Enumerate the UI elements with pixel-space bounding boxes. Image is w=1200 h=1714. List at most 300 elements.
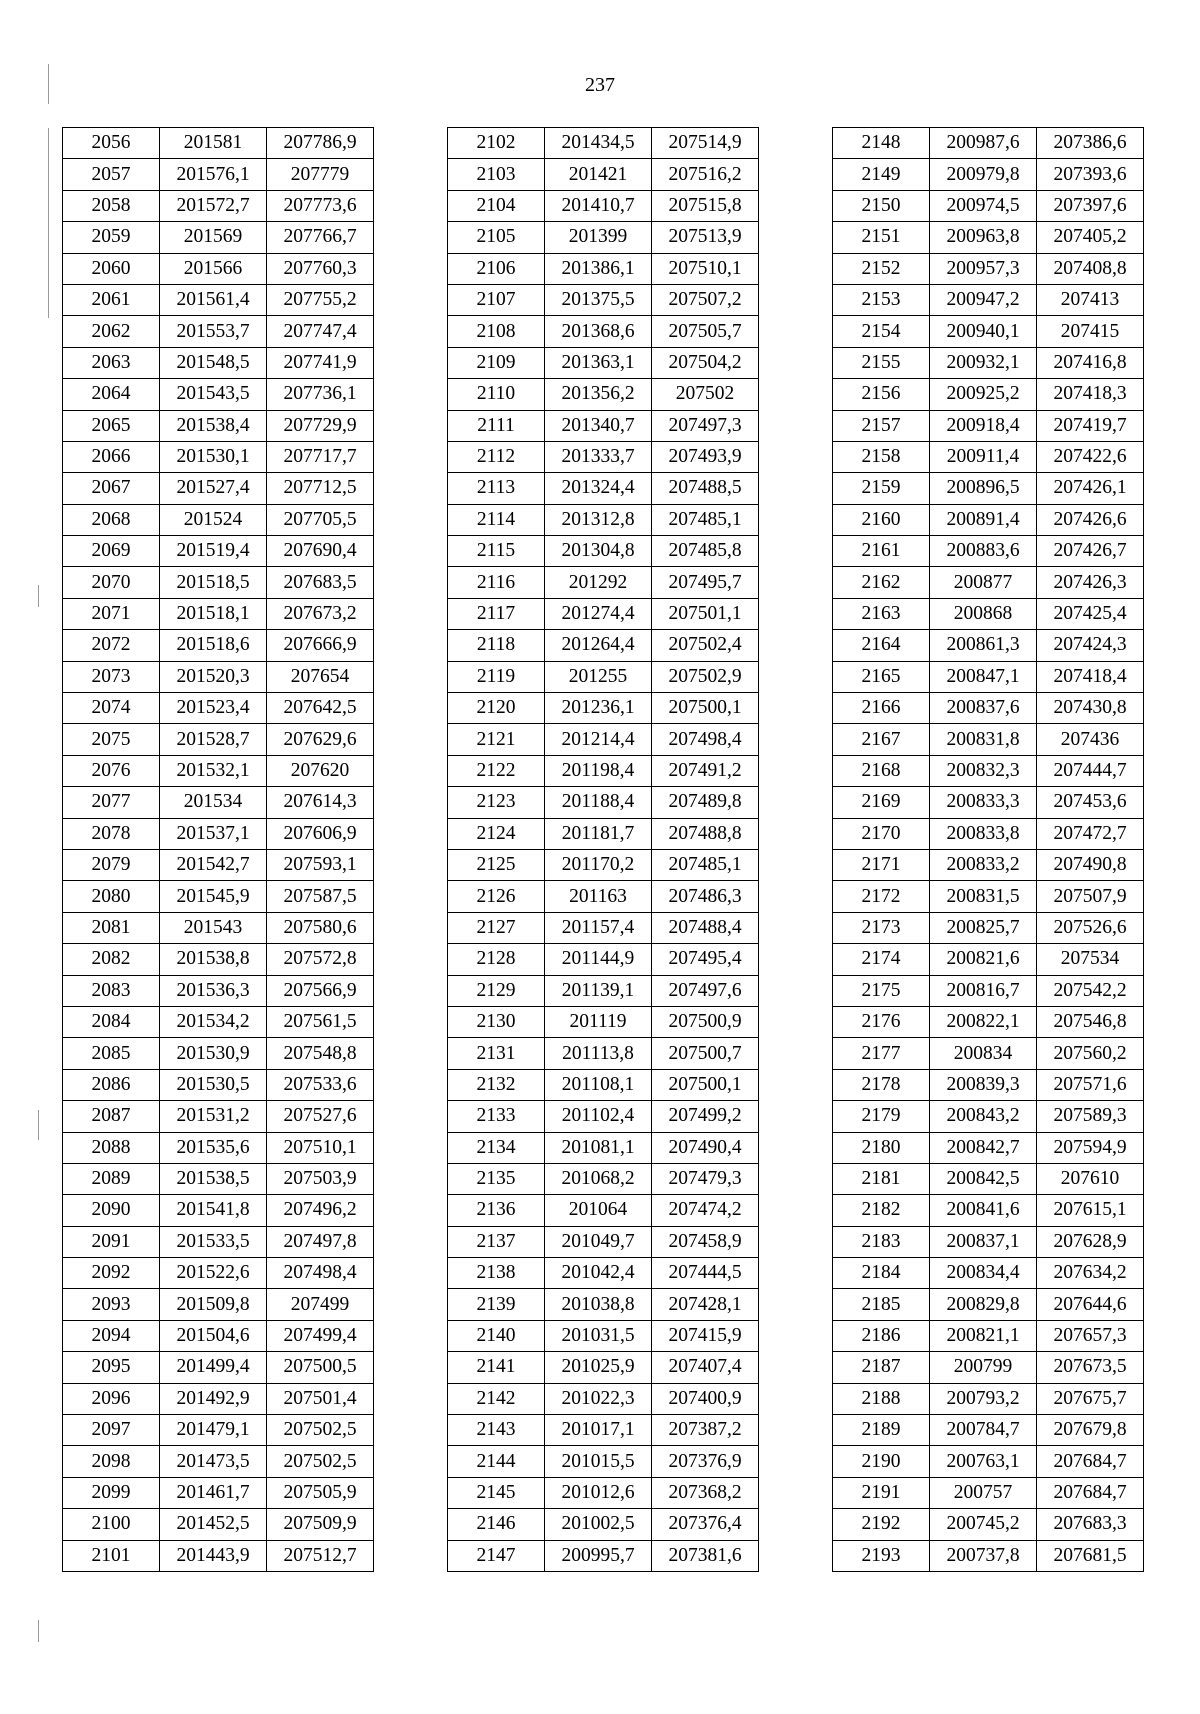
x-coordinate-cell: 201144,9 — [545, 944, 652, 975]
table-row — [63, 818, 374, 849]
table-row — [448, 1163, 759, 1194]
y-coordinate-cell: 207644,6 — [1037, 1289, 1144, 1320]
table-row — [833, 128, 1144, 159]
point-number-cell: 2106 — [448, 253, 545, 284]
x-coordinate-cell: 201473,5 — [160, 1446, 267, 1477]
x-coordinate-cell: 201274,4 — [545, 598, 652, 629]
table-row — [833, 975, 1144, 1006]
y-coordinate-cell: 207413 — [1037, 284, 1144, 315]
point-number-cell: 2081 — [63, 912, 160, 943]
table-row — [448, 504, 759, 535]
x-coordinate-cell: 201538,4 — [160, 410, 267, 441]
x-coordinate-cell: 201119 — [545, 1006, 652, 1037]
table-row — [63, 975, 374, 1006]
point-number-cell: 2160 — [833, 504, 930, 535]
point-number-cell: 2184 — [833, 1258, 930, 1289]
point-number-cell: 2155 — [833, 347, 930, 378]
point-number-cell: 2056 — [63, 128, 160, 159]
x-coordinate-cell: 201157,4 — [545, 912, 652, 943]
point-number-cell: 2137 — [448, 1226, 545, 1257]
x-coordinate-cell: 200831,5 — [930, 881, 1037, 912]
x-coordinate-cell: 201523,4 — [160, 693, 267, 724]
y-coordinate-cell: 207502,5 — [267, 1446, 374, 1477]
x-coordinate-cell: 201410,7 — [545, 190, 652, 221]
table-row — [448, 1226, 759, 1257]
table-row — [63, 1320, 374, 1351]
point-number-cell: 2176 — [833, 1006, 930, 1037]
table-row — [448, 284, 759, 315]
x-coordinate-cell: 200831,8 — [930, 724, 1037, 755]
x-coordinate-cell: 201333,7 — [545, 441, 652, 472]
table-row — [448, 755, 759, 786]
table-row — [63, 693, 374, 724]
point-number-cell: 2114 — [448, 504, 545, 535]
table-row — [448, 630, 759, 661]
point-number-cell: 2164 — [833, 630, 930, 661]
table-row — [833, 536, 1144, 567]
table-row — [63, 441, 374, 472]
x-coordinate-cell: 200911,4 — [930, 441, 1037, 472]
table-row — [448, 1195, 759, 1226]
table-row — [63, 598, 374, 629]
point-number-cell: 2125 — [448, 849, 545, 880]
y-coordinate-cell: 207657,3 — [1037, 1320, 1144, 1351]
point-number-cell: 2126 — [448, 881, 545, 912]
y-coordinate-cell: 207502 — [652, 379, 759, 410]
y-coordinate-cell: 207509,9 — [267, 1509, 374, 1540]
table-row — [63, 1038, 374, 1069]
x-coordinate-cell: 200925,2 — [930, 379, 1037, 410]
table-row — [448, 410, 759, 441]
point-number-cell: 2060 — [63, 253, 160, 284]
x-coordinate-cell: 200974,5 — [930, 190, 1037, 221]
point-number-cell: 2084 — [63, 1006, 160, 1037]
table-row — [448, 1383, 759, 1414]
x-coordinate-cell: 201064 — [545, 1195, 652, 1226]
table-row — [63, 1226, 374, 1257]
x-coordinate-cell: 200877 — [930, 567, 1037, 598]
y-coordinate-cell: 207488,8 — [652, 818, 759, 849]
table-row — [448, 1069, 759, 1100]
table-row — [448, 598, 759, 629]
point-number-cell: 2111 — [448, 410, 545, 441]
point-number-cell: 2073 — [63, 661, 160, 692]
point-number-cell: 2174 — [833, 944, 930, 975]
point-number-cell: 2115 — [448, 536, 545, 567]
y-coordinate-cell: 207496,2 — [267, 1195, 374, 1226]
point-number-cell: 2091 — [63, 1226, 160, 1257]
point-number-cell: 2097 — [63, 1415, 160, 1446]
x-coordinate-cell: 200932,1 — [930, 347, 1037, 378]
point-number-cell: 2186 — [833, 1320, 930, 1351]
x-coordinate-cell: 201356,2 — [545, 379, 652, 410]
table-row — [448, 347, 759, 378]
x-coordinate-cell: 201049,7 — [545, 1226, 652, 1257]
y-coordinate-cell: 207419,7 — [1037, 410, 1144, 441]
table-row — [448, 1038, 759, 1069]
table-row — [63, 1446, 374, 1477]
y-coordinate-cell: 207654 — [267, 661, 374, 692]
x-coordinate-cell: 201025,9 — [545, 1352, 652, 1383]
x-coordinate-cell: 201534,2 — [160, 1006, 267, 1037]
y-coordinate-cell: 207507,2 — [652, 284, 759, 315]
y-coordinate-cell: 207444,7 — [1037, 755, 1144, 786]
y-coordinate-cell: 207681,5 — [1037, 1540, 1144, 1571]
x-coordinate-cell: 201581 — [160, 128, 267, 159]
y-coordinate-cell: 207503,9 — [267, 1163, 374, 1194]
x-coordinate-cell: 201504,6 — [160, 1320, 267, 1351]
x-coordinate-cell: 200833,2 — [930, 849, 1037, 880]
x-coordinate-cell: 201528,7 — [160, 724, 267, 755]
x-coordinate-cell: 201520,3 — [160, 661, 267, 692]
y-coordinate-cell: 207491,2 — [652, 755, 759, 786]
point-number-cell: 2170 — [833, 818, 930, 849]
point-number-cell: 2175 — [833, 975, 930, 1006]
point-number-cell: 2109 — [448, 347, 545, 378]
x-coordinate-cell: 201572,7 — [160, 190, 267, 221]
point-number-cell: 2069 — [63, 536, 160, 567]
table-row — [833, 818, 1144, 849]
x-coordinate-cell: 201031,5 — [545, 1320, 652, 1351]
x-coordinate-cell: 200816,7 — [930, 975, 1037, 1006]
point-number-cell: 2156 — [833, 379, 930, 410]
table-row — [63, 410, 374, 441]
y-coordinate-cell: 207566,9 — [267, 975, 374, 1006]
point-number-cell: 2138 — [448, 1258, 545, 1289]
table-row — [63, 316, 374, 347]
x-coordinate-cell: 200957,3 — [930, 253, 1037, 284]
x-coordinate-cell: 201537,1 — [160, 818, 267, 849]
x-coordinate-cell: 201553,7 — [160, 316, 267, 347]
table-row — [833, 724, 1144, 755]
table-row — [833, 1258, 1144, 1289]
x-coordinate-cell: 200896,5 — [930, 473, 1037, 504]
table-row — [833, 1163, 1144, 1194]
table-row — [833, 1038, 1144, 1069]
x-coordinate-cell: 201492,9 — [160, 1383, 267, 1414]
x-coordinate-cell: 200784,7 — [930, 1415, 1037, 1446]
y-coordinate-cell: 207542,2 — [1037, 975, 1144, 1006]
x-coordinate-cell: 201324,4 — [545, 473, 652, 504]
point-number-cell: 2120 — [448, 693, 545, 724]
x-coordinate-cell: 200745,2 — [930, 1509, 1037, 1540]
x-coordinate-cell: 201188,4 — [545, 787, 652, 818]
point-number-cell: 2068 — [63, 504, 160, 535]
point-number-cell: 2144 — [448, 1446, 545, 1477]
point-number-cell: 2062 — [63, 316, 160, 347]
coordinate-table-left — [62, 127, 374, 1572]
point-number-cell: 2075 — [63, 724, 160, 755]
table-row — [833, 567, 1144, 598]
point-number-cell: 2082 — [63, 944, 160, 975]
y-coordinate-cell: 207516,2 — [652, 159, 759, 190]
table-row — [63, 473, 374, 504]
y-coordinate-cell: 207376,4 — [652, 1509, 759, 1540]
y-coordinate-cell: 207415 — [1037, 316, 1144, 347]
table-row — [833, 1195, 1144, 1226]
y-coordinate-cell: 207629,6 — [267, 724, 374, 755]
point-number-cell: 2179 — [833, 1101, 930, 1132]
x-coordinate-cell: 201543,5 — [160, 379, 267, 410]
y-coordinate-cell: 207493,9 — [652, 441, 759, 472]
y-coordinate-cell: 207510,1 — [652, 253, 759, 284]
point-number-cell: 2072 — [63, 630, 160, 661]
table-row — [63, 661, 374, 692]
y-coordinate-cell: 207741,9 — [267, 347, 374, 378]
point-number-cell: 2058 — [63, 190, 160, 221]
table-row — [833, 253, 1144, 284]
y-coordinate-cell: 207526,6 — [1037, 912, 1144, 943]
y-coordinate-cell: 207426,3 — [1037, 567, 1144, 598]
table-row — [833, 661, 1144, 692]
point-number-cell: 2085 — [63, 1038, 160, 1069]
y-coordinate-cell: 207515,8 — [652, 190, 759, 221]
point-number-cell: 2180 — [833, 1132, 930, 1163]
y-coordinate-cell: 207673,5 — [1037, 1352, 1144, 1383]
point-number-cell: 2143 — [448, 1415, 545, 1446]
table-row — [833, 379, 1144, 410]
table-row — [448, 222, 759, 253]
x-coordinate-cell: 200825,7 — [930, 912, 1037, 943]
x-coordinate-cell: 200821,6 — [930, 944, 1037, 975]
table-row — [63, 724, 374, 755]
x-coordinate-cell: 201535,6 — [160, 1132, 267, 1163]
point-number-cell: 2169 — [833, 787, 930, 818]
x-coordinate-cell: 200821,1 — [930, 1320, 1037, 1351]
point-number-cell: 2080 — [63, 881, 160, 912]
table-row — [448, 473, 759, 504]
table-row — [448, 567, 759, 598]
table-row — [448, 818, 759, 849]
x-coordinate-cell: 200918,4 — [930, 410, 1037, 441]
x-coordinate-cell: 201170,2 — [545, 849, 652, 880]
y-coordinate-cell: 207500,5 — [267, 1352, 374, 1383]
y-coordinate-cell: 207387,2 — [652, 1415, 759, 1446]
table-row — [63, 1509, 374, 1540]
point-number-cell: 2089 — [63, 1163, 160, 1194]
table-row — [448, 849, 759, 880]
y-coordinate-cell: 207474,2 — [652, 1195, 759, 1226]
point-number-cell: 2149 — [833, 159, 930, 190]
x-coordinate-cell: 201434,5 — [545, 128, 652, 159]
table-row — [63, 1069, 374, 1100]
x-coordinate-cell: 201368,6 — [545, 316, 652, 347]
x-coordinate-cell: 201530,1 — [160, 441, 267, 472]
y-coordinate-cell: 207512,7 — [267, 1540, 374, 1571]
table-row — [448, 1540, 759, 1571]
point-number-cell: 2066 — [63, 441, 160, 472]
point-number-cell: 2158 — [833, 441, 930, 472]
x-coordinate-cell: 200963,8 — [930, 222, 1037, 253]
x-coordinate-cell: 201198,4 — [545, 755, 652, 786]
x-coordinate-cell: 200847,1 — [930, 661, 1037, 692]
table-row — [448, 1415, 759, 1446]
table-row — [833, 1446, 1144, 1477]
y-coordinate-cell: 207505,7 — [652, 316, 759, 347]
point-number-cell: 2131 — [448, 1038, 545, 1069]
x-coordinate-cell: 200757 — [930, 1477, 1037, 1508]
y-coordinate-cell: 207386,6 — [1037, 128, 1144, 159]
y-coordinate-cell: 207679,8 — [1037, 1415, 1144, 1446]
table-row — [448, 1509, 759, 1540]
x-coordinate-cell: 200834,4 — [930, 1258, 1037, 1289]
x-coordinate-cell: 201102,4 — [545, 1101, 652, 1132]
x-coordinate-cell: 201363,1 — [545, 347, 652, 378]
point-number-cell: 2153 — [833, 284, 930, 315]
point-number-cell: 2074 — [63, 693, 160, 724]
x-coordinate-cell: 201561,4 — [160, 284, 267, 315]
y-coordinate-cell: 207766,7 — [267, 222, 374, 253]
x-coordinate-cell: 201113,8 — [545, 1038, 652, 1069]
x-coordinate-cell: 201576,1 — [160, 159, 267, 190]
x-coordinate-cell: 201541,8 — [160, 1195, 267, 1226]
x-coordinate-cell: 201536,3 — [160, 975, 267, 1006]
coordinate-table-right — [832, 127, 1144, 1572]
x-coordinate-cell: 201068,2 — [545, 1163, 652, 1194]
x-coordinate-cell: 200763,1 — [930, 1446, 1037, 1477]
point-number-cell: 2117 — [448, 598, 545, 629]
x-coordinate-cell: 200987,6 — [930, 128, 1037, 159]
y-coordinate-cell: 207405,2 — [1037, 222, 1144, 253]
x-coordinate-cell: 200883,6 — [930, 536, 1037, 567]
point-number-cell: 2191 — [833, 1477, 930, 1508]
point-number-cell: 2092 — [63, 1258, 160, 1289]
point-number-cell: 2104 — [448, 190, 545, 221]
point-number-cell: 2130 — [448, 1006, 545, 1037]
x-coordinate-cell: 201214,4 — [545, 724, 652, 755]
y-coordinate-cell: 207488,4 — [652, 912, 759, 943]
point-number-cell: 2190 — [833, 1446, 930, 1477]
table-row — [833, 1509, 1144, 1540]
y-coordinate-cell: 207675,7 — [1037, 1383, 1144, 1414]
y-coordinate-cell: 207498,4 — [652, 724, 759, 755]
table-row — [833, 1101, 1144, 1132]
y-coordinate-cell: 207666,9 — [267, 630, 374, 661]
y-coordinate-cell: 207593,1 — [267, 849, 374, 880]
x-coordinate-cell: 201461,7 — [160, 1477, 267, 1508]
point-number-cell: 2140 — [448, 1320, 545, 1351]
table-row — [63, 1415, 374, 1446]
y-coordinate-cell: 207368,2 — [652, 1477, 759, 1508]
point-number-cell: 2183 — [833, 1226, 930, 1257]
table-row — [833, 504, 1144, 535]
point-number-cell: 2139 — [448, 1289, 545, 1320]
point-number-cell: 2154 — [833, 316, 930, 347]
scan-artifact — [48, 128, 49, 318]
point-number-cell: 2121 — [448, 724, 545, 755]
table-row — [63, 1258, 374, 1289]
x-coordinate-cell: 200833,3 — [930, 787, 1037, 818]
x-coordinate-cell: 201530,5 — [160, 1069, 267, 1100]
x-coordinate-cell: 201443,9 — [160, 1540, 267, 1571]
point-number-cell: 2134 — [448, 1132, 545, 1163]
point-number-cell: 2151 — [833, 222, 930, 253]
point-number-cell: 2079 — [63, 849, 160, 880]
x-coordinate-cell: 201255 — [545, 661, 652, 692]
point-number-cell: 2181 — [833, 1163, 930, 1194]
table-row — [63, 787, 374, 818]
table-row — [63, 1477, 374, 1508]
point-number-cell: 2077 — [63, 787, 160, 818]
y-coordinate-cell: 207426,1 — [1037, 473, 1144, 504]
x-coordinate-cell: 201534 — [160, 787, 267, 818]
table-row — [63, 284, 374, 315]
point-number-cell: 2064 — [63, 379, 160, 410]
y-coordinate-cell: 207422,6 — [1037, 441, 1144, 472]
scan-artifact — [38, 1110, 39, 1140]
x-coordinate-cell: 201518,1 — [160, 598, 267, 629]
y-coordinate-cell: 207683,5 — [267, 567, 374, 598]
y-coordinate-cell: 207729,9 — [267, 410, 374, 441]
table-row — [63, 159, 374, 190]
point-number-cell: 2168 — [833, 755, 930, 786]
x-coordinate-cell: 200861,3 — [930, 630, 1037, 661]
table-row — [833, 1289, 1144, 1320]
x-coordinate-cell: 201421 — [545, 159, 652, 190]
point-number-cell: 2118 — [448, 630, 545, 661]
y-coordinate-cell: 207755,2 — [267, 284, 374, 315]
point-number-cell: 2165 — [833, 661, 930, 692]
x-coordinate-cell: 201542,7 — [160, 849, 267, 880]
x-coordinate-cell: 200940,1 — [930, 316, 1037, 347]
y-coordinate-cell: 207416,8 — [1037, 347, 1144, 378]
y-coordinate-cell: 207498,4 — [267, 1258, 374, 1289]
table-row — [63, 536, 374, 567]
y-coordinate-cell: 207786,9 — [267, 128, 374, 159]
point-number-cell: 2146 — [448, 1509, 545, 1540]
point-number-cell: 2147 — [448, 1540, 545, 1571]
y-coordinate-cell: 207628,9 — [1037, 1226, 1144, 1257]
point-number-cell: 2063 — [63, 347, 160, 378]
point-number-cell: 2173 — [833, 912, 930, 943]
table-row — [833, 284, 1144, 315]
x-coordinate-cell: 201543 — [160, 912, 267, 943]
point-number-cell: 2188 — [833, 1383, 930, 1414]
x-coordinate-cell: 201012,6 — [545, 1477, 652, 1508]
point-number-cell: 2150 — [833, 190, 930, 221]
y-coordinate-cell: 207497,8 — [267, 1226, 374, 1257]
coordinate-table-middle — [447, 127, 759, 1572]
y-coordinate-cell: 207500,1 — [652, 1069, 759, 1100]
y-coordinate-cell: 207571,6 — [1037, 1069, 1144, 1100]
table-row — [448, 975, 759, 1006]
x-coordinate-cell: 200947,2 — [930, 284, 1037, 315]
table-row — [63, 190, 374, 221]
x-coordinate-cell: 201304,8 — [545, 536, 652, 567]
x-coordinate-cell: 201038,8 — [545, 1289, 652, 1320]
x-coordinate-cell: 201015,5 — [545, 1446, 652, 1477]
y-coordinate-cell: 207458,9 — [652, 1226, 759, 1257]
table-row — [63, 881, 374, 912]
y-coordinate-cell: 207773,6 — [267, 190, 374, 221]
table-row — [833, 787, 1144, 818]
table-row — [63, 630, 374, 661]
x-coordinate-cell: 201548,5 — [160, 347, 267, 378]
point-number-cell: 2133 — [448, 1101, 545, 1132]
y-coordinate-cell: 207499,4 — [267, 1320, 374, 1351]
x-coordinate-cell: 201236,1 — [545, 693, 652, 724]
table-row — [63, 1352, 374, 1383]
y-coordinate-cell: 207436 — [1037, 724, 1144, 755]
point-number-cell: 2059 — [63, 222, 160, 253]
table-row — [833, 849, 1144, 880]
x-coordinate-cell: 201527,4 — [160, 473, 267, 504]
y-coordinate-cell: 207560,2 — [1037, 1038, 1144, 1069]
table-row — [833, 1132, 1144, 1163]
x-coordinate-cell: 200842,5 — [930, 1163, 1037, 1194]
x-coordinate-cell: 200822,1 — [930, 1006, 1037, 1037]
y-coordinate-cell: 207587,5 — [267, 881, 374, 912]
